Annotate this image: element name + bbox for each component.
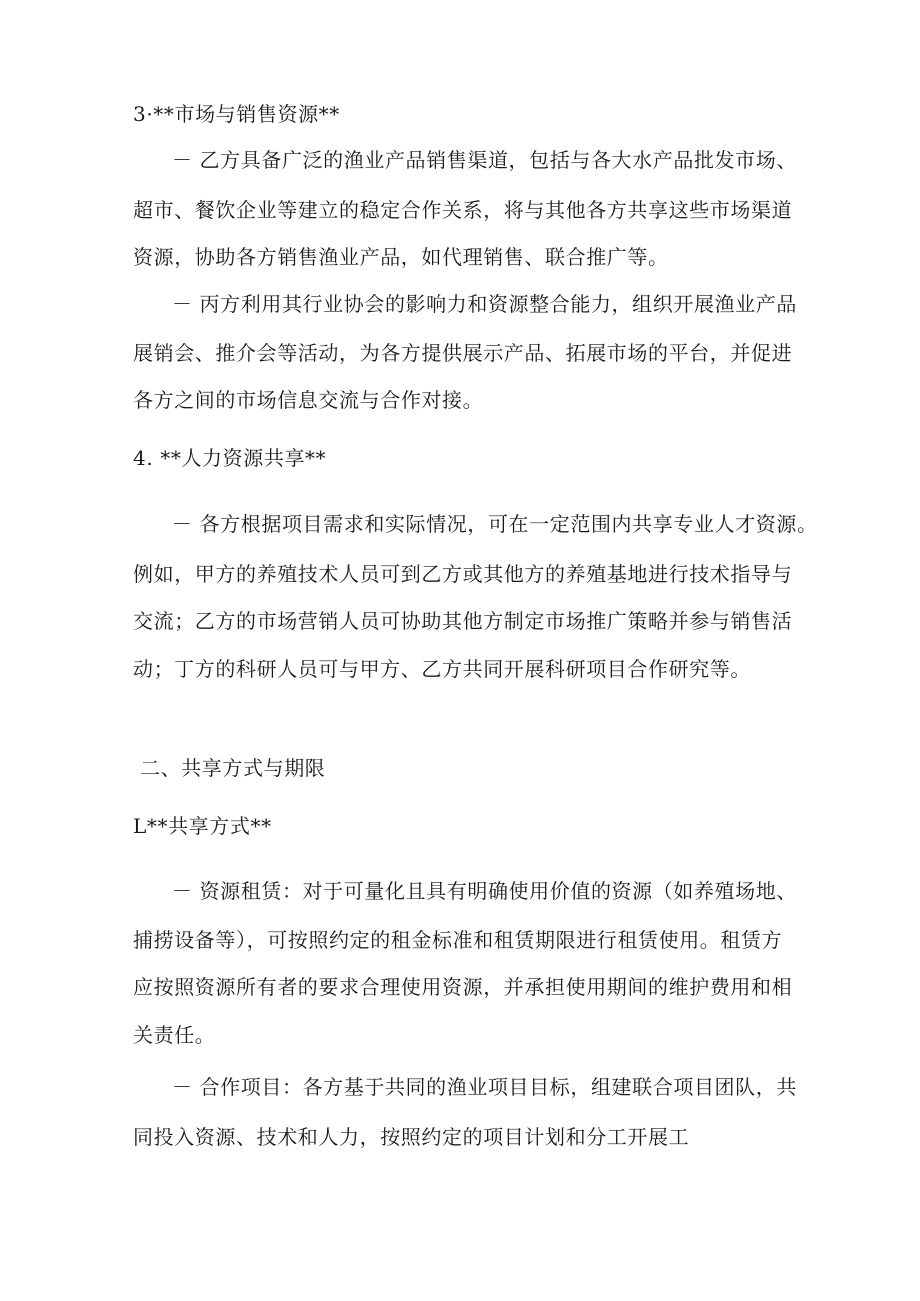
item4-paragraph1-line3: 交流；乙方的市场营销人员可协助其他方制定市场推广策略并参与销售活 xyxy=(133,609,793,633)
item3-paragraph2-line1: － 丙方利用其行业协会的影响力和资源整合能力，组织开展渔业产品 xyxy=(172,292,797,316)
item4-paragraph1-line2: 例如，甲方的养殖技术人员可到乙方或其他方的养殖基地进行技术指导与 xyxy=(133,562,793,586)
sub1-paragraph2-line1: － 合作项目：各方基于共同的渔业项目目标，组建联合项目团队，共 xyxy=(172,1075,797,1099)
sub1-paragraph1-line2: 捕捞设备等），可按照约定的租金标准和租赁期限进行租赁使用。租赁方 xyxy=(133,928,783,952)
item3-heading: 3·**市场与销售资源** xyxy=(133,102,340,126)
item4-paragraph1-line4: 动；丁方的科研人员可与甲方、乙方共同开展科研项目合作研究等。 xyxy=(133,657,751,681)
section2-heading: 二、共享方式与期限 xyxy=(140,756,326,780)
item3-paragraph1-line1: － 乙方具备广泛的渔业产品销售渠道，包括与各大水产品批发市场、 xyxy=(172,148,797,172)
sub1-heading: L**共享方式** xyxy=(133,814,272,838)
item3-paragraph2-line3: 各方之间的市场信息交流与合作对接。 xyxy=(133,388,484,412)
item3-paragraph1-line2: 超市、餐饮企业等建立的稳定合作关系，将与其他各方共享这些市场渠道 xyxy=(133,198,793,222)
sub1-paragraph2-line2: 同投入资源、技术和人力，按照约定的项目计划和分工开展工 xyxy=(133,1125,690,1149)
sub1-paragraph1-line3: 应按照资源所有者的要求合理使用资源，并承担使用期间的维护费用和相 xyxy=(133,975,793,999)
item4-paragraph1-line1: － 各方根据项目需求和实际情况，可在一定范围内共享专业人才资源。 xyxy=(172,512,818,536)
sub1-paragraph1-line1: － 资源租赁：对于可量化且具有明确使用价值的资源（如养殖场地、 xyxy=(172,879,797,903)
item3-paragraph2-line2: 展销会、推介会等活动，为各方提供展示产品、拓展市场的平台，并促进 xyxy=(133,341,793,365)
sub1-paragraph1-line4: 关责任。 xyxy=(133,1023,216,1047)
item3-paragraph1-line3: 资源，协助各方销售渔业产品，如代理销售、联合推广等。 xyxy=(133,245,669,269)
item4-heading: 4. **人力资源共享** xyxy=(133,446,327,470)
